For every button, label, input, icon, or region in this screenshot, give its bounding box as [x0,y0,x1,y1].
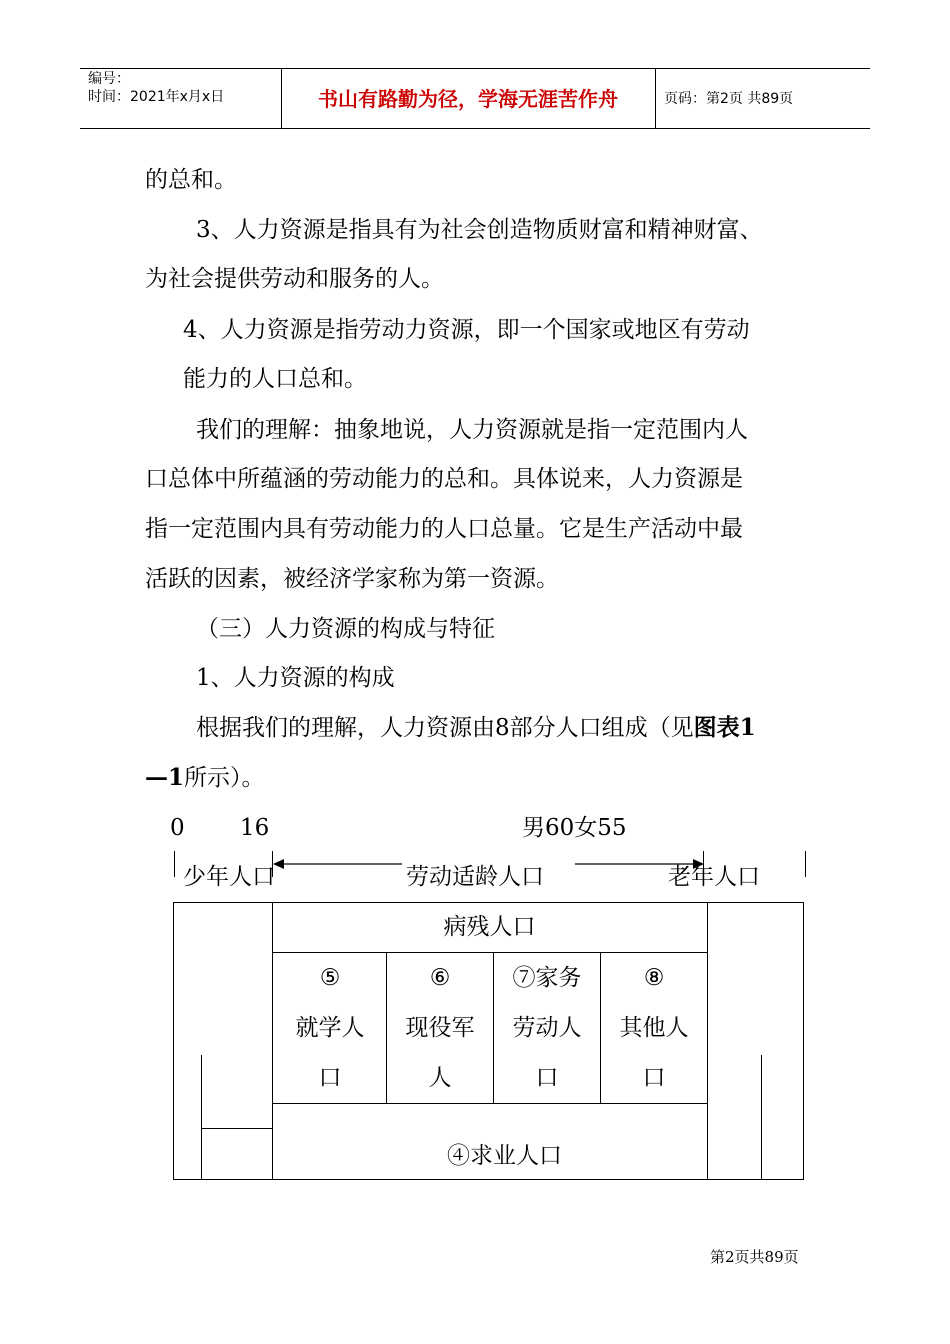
header-motto: 书山有路勤为径，学海无涯苦作舟 [318,87,618,111]
age-tick-16: 16 [240,815,270,841]
box-rule-job [272,1103,707,1104]
body-line-4: 4、人力资源是指劳动力资源，即一个国家或地区有劳动 [183,317,750,343]
label-working-age: 劳动适龄人口 [406,864,544,890]
body-line-13-text: 所示）。 [184,765,265,791]
body-line-2: 3、人力资源是指具有为社会创造物质财富和精神财富、 [196,217,763,243]
body-line-3: 为社会提供劳动和服务的人。 [145,266,444,292]
box-divider-16 [272,902,273,1180]
cell-5-number: ⑤ [319,965,341,991]
cell-7-number: ⑦家务 [512,965,582,991]
body-line-12-text: 根据我们的理解，人力资源由8部分人口组成（见 [196,715,694,741]
box-divider-retire [707,902,708,1180]
header-page-label: 页码：第2页 共89页 [664,91,794,107]
body-line-12 [196,713,756,743]
cell-6-line-a: 现役军 [405,1015,475,1041]
section-heading: （三）人力资源的构成与特征 [196,616,495,642]
cell-8-line-b: 口 [642,1065,666,1091]
subsection-heading: 1、人力资源的构成 [196,665,395,691]
body-line-8: 指一定范围内具有劳动能力的人口总量。它是生产活动中最 [145,516,743,542]
body-line-13 [145,763,265,793]
header-top-rule [80,68,870,69]
body-line-9: 活跃的因素，被经济学家称为第一资源。 [145,566,559,592]
cell-6-line-b: 人 [428,1065,452,1091]
cell-6-number: ⑥ [429,965,451,991]
box-rule-disabled [272,952,707,953]
label-job-seeking: ④求业人口 [447,1143,562,1169]
elderly-inner-line [761,1055,762,1180]
cell-7-line-a: 劳动人 [512,1015,582,1041]
header-divider-right [655,68,656,129]
header-number-label: 编号： [88,71,130,87]
label-elderly: 老年人口 [668,864,760,890]
cell-7-line-b: 口 [535,1065,559,1091]
cell-8-number: ⑧ [643,965,665,991]
header-time-label: 时间：2021年x月x日 [88,89,225,105]
cell-5-line-a: 就学人 [295,1015,365,1041]
youth-inner-rule [201,1128,272,1129]
label-youth: 少年人口 [183,864,275,890]
page-footer: 第2页共89页 [710,1248,799,1266]
body-line-6: 我们的理解：抽象地说，人力资源就是指一定范围内人 [196,417,748,443]
figure-ref-part1: 图表1 [693,714,756,741]
age-tick-retirement: 男60女55 [522,815,627,841]
body-line-1: 的总和。 [145,167,237,193]
figure-ref-part2: —1 [145,764,185,791]
cell-8-line-a: 其他人 [619,1015,689,1041]
cell-5-line-b: 口 [318,1065,342,1091]
body-line-7: 口总体中所蕴涵的劳动能力的总和。具体说来，人力资源是 [145,466,743,492]
header-bottom-rule [80,128,870,129]
age-tick-0: 0 [170,815,185,841]
body-line-5: 能力的人口总和。 [183,366,367,392]
youth-inner-line [201,1055,202,1180]
label-disabled: 病残人口 [443,914,536,940]
